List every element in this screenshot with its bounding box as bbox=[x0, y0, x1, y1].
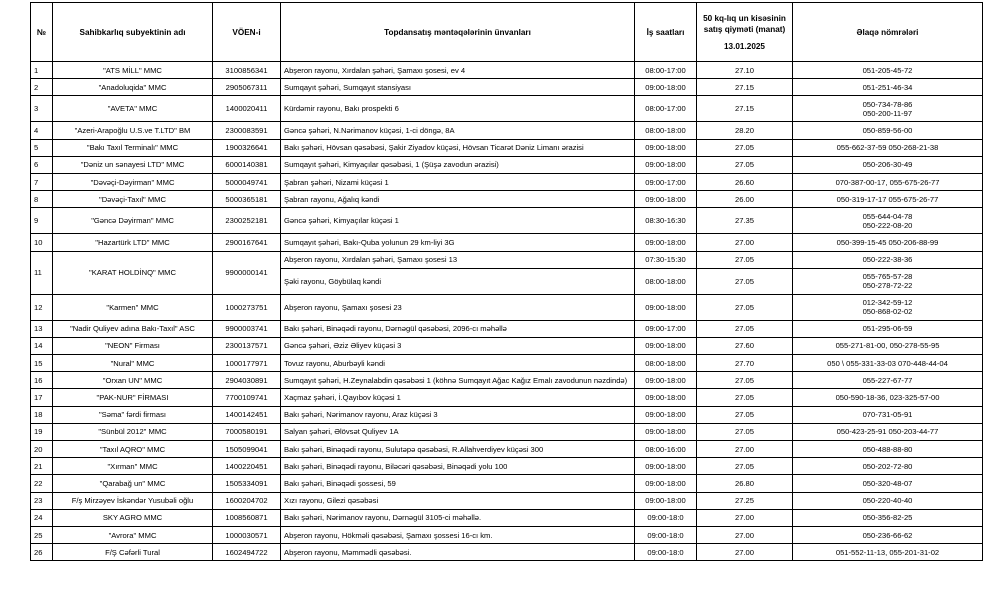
cell-name: "Xırman" MMC bbox=[53, 458, 213, 475]
cell-address: Bakı şəhəri, Binəqədi rayonu, Biləcəri qəsəbəsi, Binəqədi yolu 100 bbox=[281, 458, 635, 475]
cell-hours: 09:00-18:0 bbox=[635, 509, 697, 526]
cell-hours: 09:00-18:00 bbox=[635, 234, 697, 251]
table-row bbox=[31, 79, 983, 96]
cell-phones: 055-227-67-77 bbox=[793, 372, 983, 389]
cell-hours: 09:00-18:00 bbox=[635, 475, 697, 492]
cell-address: Abşeron rayonu, Şamaxı şosesi 23 bbox=[281, 294, 635, 320]
table-row bbox=[31, 191, 983, 208]
cell-name: "Qarabağ un" MMC bbox=[53, 475, 213, 492]
cell-phones: 050-399-15-45 050-206-88-99 bbox=[793, 234, 983, 251]
header-name: Sahibkarlıq subyektinin adı bbox=[53, 3, 213, 62]
cell-address: Sumqayıt şəhəri, H.Zeynalabdin qəsəbəsi 1 (köhnə Sumqayıt Ağac Kağız Emalı zavodunun nəzdində) bbox=[281, 372, 635, 389]
cell-no: 5 bbox=[31, 139, 53, 156]
cell-hours: 09:00-18:00 bbox=[635, 492, 697, 509]
cell-voen: 1000273751 bbox=[213, 294, 281, 320]
cell-address: Abşeron rayonu, Hökməli qəsəbəsi, Şamaxı şossesi 16-cı km. bbox=[281, 526, 635, 543]
cell-price: 27.05 bbox=[697, 156, 793, 173]
table-row bbox=[31, 406, 983, 423]
cell-no: 21 bbox=[31, 458, 53, 475]
cell-no: 4 bbox=[31, 122, 53, 139]
cell-name: "PAK-NUR" FİRMASI bbox=[53, 389, 213, 406]
cell-phones bbox=[793, 96, 983, 122]
table-row bbox=[31, 156, 983, 173]
cell-price: 26.00 bbox=[697, 191, 793, 208]
cell-phones bbox=[793, 294, 983, 320]
table-row bbox=[31, 423, 983, 440]
cell-hours: 09:00-18:00 bbox=[635, 389, 697, 406]
cell-price: 27.35 bbox=[697, 208, 793, 234]
cell-price: 27.25 bbox=[697, 492, 793, 509]
cell-name: "Azeri-Arapoğlu U.S.ve T.LTD" BM bbox=[53, 122, 213, 139]
cell-phones: 050-236-66-62 bbox=[793, 526, 983, 543]
cell-phones: 050-590-18-36, 023-325-57-00 bbox=[793, 389, 983, 406]
cell-no: 26 bbox=[31, 544, 53, 561]
table-row bbox=[31, 441, 983, 458]
table-row bbox=[31, 509, 983, 526]
table-row bbox=[31, 475, 983, 492]
table-row bbox=[31, 337, 983, 354]
table-row bbox=[31, 458, 983, 475]
table-row bbox=[31, 62, 983, 79]
table-row bbox=[31, 320, 983, 337]
header-price-title: 50 kq-lıq un kisəsinin satış qiyməti (manat) bbox=[703, 13, 786, 34]
phone-line: 050-734-78-86 bbox=[862, 99, 913, 109]
cell-name: "ATS MİLL" MMC bbox=[53, 62, 213, 79]
cell-no: 11 bbox=[31, 251, 53, 294]
cell-phones: 050-202-72-80 bbox=[793, 458, 983, 475]
cell-hours: 08:00-18:00 bbox=[635, 268, 697, 294]
cell-name: "Gəncə Dəyirman" MMC bbox=[53, 208, 213, 234]
cell-phones: 050-859-56-00 bbox=[793, 122, 983, 139]
header-hours: İş saatları bbox=[635, 3, 697, 62]
table-row bbox=[31, 96, 983, 122]
cell-address: Bakı şəhəri, Binəqədi rayonu, Sulutəpə qəsəbəsi, R.Allahverdiyev küçəsi 300 bbox=[281, 441, 635, 458]
cell-voen: 2905067311 bbox=[213, 79, 281, 96]
cell-voen: 1900326641 bbox=[213, 139, 281, 156]
cell-hours: 08:00-18:00 bbox=[635, 122, 697, 139]
cell-voen: 1505334091 bbox=[213, 475, 281, 492]
cell-hours: 09:00-18:00 bbox=[635, 406, 697, 423]
cell-phones: 070-731-05-91 bbox=[793, 406, 983, 423]
cell-address: Gəncə şəhəri, Əziz Əliyev küçəsi 3 bbox=[281, 337, 635, 354]
cell-name: "Dəvəçi-Taxıl" MMC bbox=[53, 191, 213, 208]
cell-voen: 5000365181 bbox=[213, 191, 281, 208]
cell-hours: 08:00-17:00 bbox=[635, 96, 697, 122]
cell-phones bbox=[793, 208, 983, 234]
cell-address: Sumqayıt şəhəri, Bakı-Quba yolunun 29 km-liyi 3G bbox=[281, 234, 635, 251]
cell-hours: 09:00-18:00 bbox=[635, 139, 697, 156]
cell-no: 9 bbox=[31, 208, 53, 234]
cell-no: 13 bbox=[31, 320, 53, 337]
phone-line: 055-765-57-28 bbox=[862, 272, 913, 282]
cell-voen: 6000140381 bbox=[213, 156, 281, 173]
cell-name: "Sünbül 2012" MMC bbox=[53, 423, 213, 440]
phone-line: 050-278-72-22 bbox=[862, 281, 913, 291]
cell-name: "Nural" MMC bbox=[53, 355, 213, 372]
cell-price: 26.60 bbox=[697, 173, 793, 190]
cell-name: "Karmen" MMC bbox=[53, 294, 213, 320]
cell-address: Şabran rayonu, Ağalıq kəndi bbox=[281, 191, 635, 208]
table-row bbox=[31, 251, 983, 268]
table-row bbox=[31, 389, 983, 406]
cell-voen: 1400020411 bbox=[213, 96, 281, 122]
cell-address: Şəki rayonu, Göybülaq kəndi bbox=[281, 268, 635, 294]
cell-hours: 09:00-18:00 bbox=[635, 191, 697, 208]
cell-name: "Nadir Quliyev adına Bakı-Taxıl" ASC bbox=[53, 320, 213, 337]
cell-voen: 7000580191 bbox=[213, 423, 281, 440]
table-row bbox=[31, 544, 983, 561]
cell-voen: 9900000141 bbox=[213, 251, 281, 294]
cell-voen: 1505099041 bbox=[213, 441, 281, 458]
cell-hours: 08:00-17:00 bbox=[635, 62, 697, 79]
cell-no: 16 bbox=[31, 372, 53, 389]
cell-price: 27.00 bbox=[697, 234, 793, 251]
phone-line: 055-644-04-78 bbox=[862, 211, 913, 221]
table-row bbox=[31, 139, 983, 156]
header-phones: Əlaqə nömrələri bbox=[793, 3, 983, 62]
phone-line: 050-222-08-20 bbox=[862, 220, 913, 230]
cell-phones bbox=[793, 268, 983, 294]
header-price bbox=[697, 3, 793, 62]
cell-phones: 050-488-88-80 bbox=[793, 441, 983, 458]
table-row bbox=[31, 372, 983, 389]
cell-hours: 09:00-18:00 bbox=[635, 458, 697, 475]
table-row bbox=[31, 208, 983, 234]
cell-price: 27.05 bbox=[697, 458, 793, 475]
cell-no: 17 bbox=[31, 389, 53, 406]
cell-address: Bakı şəhəri, Nərimanov rayonu, Dərnəgül 3105-ci məhəllə. bbox=[281, 509, 635, 526]
cell-no: 25 bbox=[31, 526, 53, 543]
cell-price: 27.60 bbox=[697, 337, 793, 354]
cell-voen: 1008560871 bbox=[213, 509, 281, 526]
cell-name: "NEON" Firması bbox=[53, 337, 213, 354]
cell-phones: 050-220-40-40 bbox=[793, 492, 983, 509]
cell-price: 27.05 bbox=[697, 139, 793, 156]
cell-phones: 050 \ 055-331-33-03 070-448-44-04 bbox=[793, 355, 983, 372]
cell-price: 27.00 bbox=[697, 544, 793, 561]
cell-phones: 051-251-46-34 bbox=[793, 79, 983, 96]
cell-phones: 050-423-25-91 050-203-44-77 bbox=[793, 423, 983, 440]
cell-name: "AVETA" MMC bbox=[53, 96, 213, 122]
cell-voen: 1400220451 bbox=[213, 458, 281, 475]
cell-no: 14 bbox=[31, 337, 53, 354]
cell-address: Xaçmaz şəhəri, İ.Qayıbov küçəsi 1 bbox=[281, 389, 635, 406]
cell-address: Gəncə şəhəri, N.Nərimanov küçəsi, 1-ci döngə, 8A bbox=[281, 122, 635, 139]
cell-name: "Anadoluqida" MMC bbox=[53, 79, 213, 96]
cell-voen: 2900167641 bbox=[213, 234, 281, 251]
cell-phones: 055-271-81-00, 050-278-55-95 bbox=[793, 337, 983, 354]
cell-voen: 9900003741 bbox=[213, 320, 281, 337]
cell-name: "Orxan UN" MMC bbox=[53, 372, 213, 389]
header-address: Topdansatış məntəqələrinin ünvanları bbox=[281, 3, 635, 62]
table-row bbox=[31, 355, 983, 372]
cell-no: 1 bbox=[31, 62, 53, 79]
cell-name: "Avrora" MMC bbox=[53, 526, 213, 543]
cell-phones: 050-319-17-17 055-675-26-77 bbox=[793, 191, 983, 208]
cell-no: 24 bbox=[31, 509, 53, 526]
cell-hours: 08:00-18:00 bbox=[635, 355, 697, 372]
cell-voen: 2300083591 bbox=[213, 122, 281, 139]
cell-address: Bakı şəhəri, Binəqədi rayonu, Dərnəgül qəsəbəsi, 2096-cı məhəllə bbox=[281, 320, 635, 337]
table-body bbox=[31, 62, 983, 561]
cell-address: Abşeron rayonu, Məmmədli qəsəbəsi. bbox=[281, 544, 635, 561]
cell-name: "Bakı Taxıl Terminalı" MMC bbox=[53, 139, 213, 156]
cell-price: 27.10 bbox=[697, 62, 793, 79]
table-row bbox=[31, 492, 983, 509]
header-no: № bbox=[31, 3, 53, 62]
cell-address: Abşeron rayonu, Xırdalan şəhəri, Şamaxı şosesi, ev 4 bbox=[281, 62, 635, 79]
cell-hours: 09:00-18:00 bbox=[635, 294, 697, 320]
cell-phones: 050-206-30-49 bbox=[793, 156, 983, 173]
header-price-date: 13.01.2025 bbox=[724, 41, 765, 51]
cell-hours: 09:00-17:00 bbox=[635, 320, 697, 337]
cell-no: 18 bbox=[31, 406, 53, 423]
cell-voen: 1602494722 bbox=[213, 544, 281, 561]
cell-price: 27.00 bbox=[697, 441, 793, 458]
cell-hours: 09:00-18:0 bbox=[635, 544, 697, 561]
cell-no: 7 bbox=[31, 173, 53, 190]
cell-phones: 051-295-06-59 bbox=[793, 320, 983, 337]
cell-voen: 2300137571 bbox=[213, 337, 281, 354]
cell-hours: 08:00-16:00 bbox=[635, 441, 697, 458]
cell-no: 10 bbox=[31, 234, 53, 251]
phone-line: 050-868-02-02 bbox=[862, 307, 913, 317]
cell-hours: 08:30-16:30 bbox=[635, 208, 697, 234]
cell-no: 20 bbox=[31, 441, 53, 458]
cell-address: Şabran şəhəri, Nizami küçəsi 1 bbox=[281, 173, 635, 190]
cell-phones: 055-662-37-59 050-268-21-38 bbox=[793, 139, 983, 156]
cell-phones: 050-222-38-36 bbox=[793, 251, 983, 268]
cell-voen: 5000049741 bbox=[213, 173, 281, 190]
header-voen: VÖEN-i bbox=[213, 3, 281, 62]
cell-price: 27.00 bbox=[697, 526, 793, 543]
cell-no: 23 bbox=[31, 492, 53, 509]
cell-phones: 070-387-00-17, 055-675-26-77 bbox=[793, 173, 983, 190]
cell-price: 27.00 bbox=[697, 509, 793, 526]
cell-price: 27.05 bbox=[697, 294, 793, 320]
phone-line: 012-342-59-12 bbox=[862, 298, 913, 308]
cell-voen: 2904030891 bbox=[213, 372, 281, 389]
cell-price: 27.05 bbox=[697, 320, 793, 337]
cell-price: 27.05 bbox=[697, 389, 793, 406]
cell-price: 27.05 bbox=[697, 251, 793, 268]
cell-name: "Dəniz un sənayesi LTD" MMC bbox=[53, 156, 213, 173]
cell-voen: 1000030571 bbox=[213, 526, 281, 543]
cell-voen: 7700109741 bbox=[213, 389, 281, 406]
cell-no: 8 bbox=[31, 191, 53, 208]
cell-address: Bakı şəhəri, Nərimanov rayonu, Araz küçəsi 3 bbox=[281, 406, 635, 423]
cell-phones: 051-205-45-72 bbox=[793, 62, 983, 79]
cell-address: Gəncə şəhəri, Kimyaçılar küçəsi 1 bbox=[281, 208, 635, 234]
cell-price: 27.15 bbox=[697, 79, 793, 96]
cell-voen: 1400142451 bbox=[213, 406, 281, 423]
cell-hours: 09:00-18:00 bbox=[635, 337, 697, 354]
cell-name: "Hazartürk LTD" MMC bbox=[53, 234, 213, 251]
cell-hours: 09:00-17:00 bbox=[635, 173, 697, 190]
cell-address: Salyan şəhəri, Əlövsət Quliyev 1A bbox=[281, 423, 635, 440]
cell-name: "Dəvəçi-Dəyirman" MMC bbox=[53, 173, 213, 190]
cell-hours: 09:00-18:0 bbox=[635, 526, 697, 543]
flour-price-table bbox=[30, 2, 983, 561]
cell-no: 15 bbox=[31, 355, 53, 372]
cell-address: Kürdəmir rayonu, Bakı prospekti 6 bbox=[281, 96, 635, 122]
cell-voen: 1600204702 bbox=[213, 492, 281, 509]
header-row bbox=[31, 3, 983, 62]
table-row bbox=[31, 122, 983, 139]
cell-hours: 09:00-18:00 bbox=[635, 79, 697, 96]
cell-no: 12 bbox=[31, 294, 53, 320]
cell-name: F/Ş Cəfərli Tural bbox=[53, 544, 213, 561]
cell-no: 2 bbox=[31, 79, 53, 96]
cell-price: 27.05 bbox=[697, 423, 793, 440]
cell-address: Xızı rayonu, Gilezi qəsəbəsi bbox=[281, 492, 635, 509]
cell-price: 27.05 bbox=[697, 268, 793, 294]
cell-price: 27.05 bbox=[697, 372, 793, 389]
cell-voen: 3100856341 bbox=[213, 62, 281, 79]
cell-name: SKY AGRO MMC bbox=[53, 509, 213, 526]
cell-address: Bakı şəhəri, Binəqədi şossesi, 59 bbox=[281, 475, 635, 492]
cell-phones: 051-552-11-13, 055-201-31-02 bbox=[793, 544, 983, 561]
cell-price: 26.80 bbox=[697, 475, 793, 492]
cell-no: 22 bbox=[31, 475, 53, 492]
cell-price: 28.20 bbox=[697, 122, 793, 139]
cell-hours: 09:00-18:00 bbox=[635, 423, 697, 440]
cell-name: "Səma" fərdi firması bbox=[53, 406, 213, 423]
cell-voen: 1000177971 bbox=[213, 355, 281, 372]
phone-line: 050-200-11-97 bbox=[862, 108, 913, 118]
cell-hours: 07:30-15:30 bbox=[635, 251, 697, 268]
cell-no: 3 bbox=[31, 96, 53, 122]
cell-voen: 2300252181 bbox=[213, 208, 281, 234]
cell-address: Sumqayıt şəhəri, Kimyaçılar qəsəbəsi, 1 (Şüşə zavodun ərazisi) bbox=[281, 156, 635, 173]
cell-no: 19 bbox=[31, 423, 53, 440]
cell-hours: 09:00-18:00 bbox=[635, 156, 697, 173]
cell-name: "Taxıl AQRO" MMC bbox=[53, 441, 213, 458]
cell-hours: 09:00-18:00 bbox=[635, 372, 697, 389]
cell-address: Abşeron rayonu, Xırdalan şəhəri, Şamaxı şosesi 13 bbox=[281, 251, 635, 268]
cell-price: 27.05 bbox=[697, 406, 793, 423]
table-row bbox=[31, 234, 983, 251]
cell-no: 6 bbox=[31, 156, 53, 173]
cell-price: 27.15 bbox=[697, 96, 793, 122]
cell-phones: 050-320-48-07 bbox=[793, 475, 983, 492]
cell-price: 27.70 bbox=[697, 355, 793, 372]
cell-address: Tovuz rayonu, Aburbəyli kəndi bbox=[281, 355, 635, 372]
cell-address: Bakı şəhəri, Hövsan qəsəbəsi, Şakir Ziyadov küçəsi, Hövsan Ticarət Dəniz Limanı ərazisi bbox=[281, 139, 635, 156]
cell-name: F/ş Mirzəyev İskəndər Yusubəli oğlu bbox=[53, 492, 213, 509]
table-row bbox=[31, 294, 983, 320]
table-row bbox=[31, 173, 983, 190]
table-row bbox=[31, 526, 983, 543]
cell-address: Sumqayıt şəhəri, Sumqayıt stansiyası bbox=[281, 79, 635, 96]
cell-phones: 050-356-82-25 bbox=[793, 509, 983, 526]
cell-name: "KARAT HOLDİNQ" MMC bbox=[53, 251, 213, 294]
